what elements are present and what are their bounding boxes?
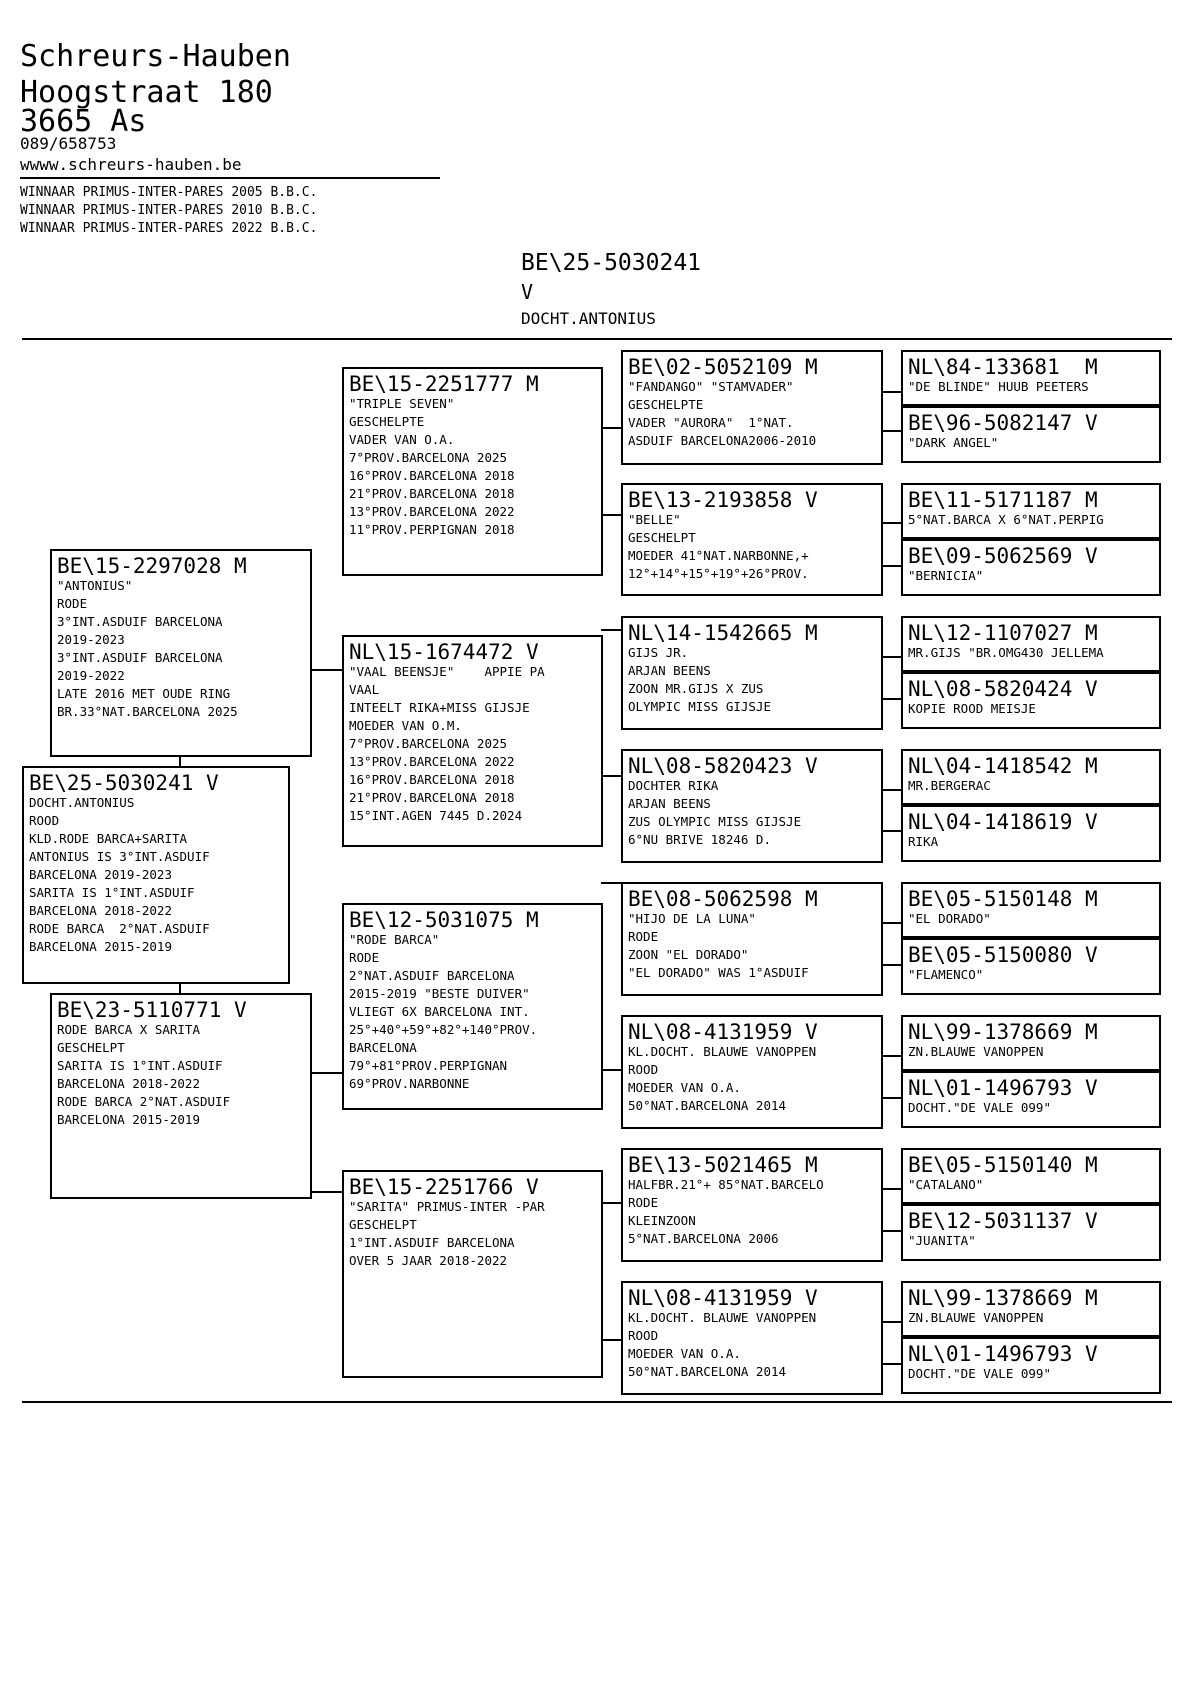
gen4-box-8 [901, 805, 1161, 862]
ring-number: NL\08-5820424 V [908, 677, 1098, 701]
pigeon-info: DOCHT.ANTONIUS ROOD KLD.RODE BARCA+SARITA ANTONIUS IS 3°INT.ASDUIF BARCELONA 2019-2023 SARITA IS 1°INT.ASDUIF BARCELONA 2018-2022 RODE BARCA 2°NAT.ASDUIF BARCELONA 2015-2019 [29, 795, 210, 954]
ring-number: NL\99-1378669 M [908, 1286, 1098, 1310]
great-grandparent-box-6 [621, 1015, 883, 1129]
ring-number: BE\25-5030241 V [29, 771, 219, 795]
pigeon-info: MR.GIJS "BR.OMG430 JELLEMA [908, 645, 1104, 660]
pigeon-info: "BELLE" GESCHELPT MOEDER 41°NAT.NARBONNE,+ 12°+14°+15°+19°+26°PROV. [628, 512, 809, 581]
pigeon-info: "CATALANO" [908, 1177, 984, 1192]
gen4-box-6 [901, 672, 1161, 729]
pigeon-info: 5°NAT.BARCA X 6°NAT.PERPIG [908, 512, 1104, 527]
gen4-box-16 [901, 1337, 1161, 1394]
owner-name: Schreurs-Hauben [20, 39, 291, 74]
pigeon-info: "RODE BARCA" RODE 2°NAT.ASDUIF BARCELONA 2015-2019 "BESTE DUIVER" VLIEGT 6X BARCELONA INT. 25°+40°+59°+82°+140°PROV. BARCELONA 79°+81°PROV.PERPIGNAN 69°PROV.NARBONNE [349, 932, 538, 1091]
ring-number: BE\05-5150148 M [908, 887, 1098, 911]
pigeon-info: "BERNICIA" [908, 568, 984, 583]
owner-website: wwww.schreurs-hauben.be [20, 155, 242, 174]
pigeon-info: "SARITA" PRIMUS-INTER -PAR GESCHELPT 1°INT.ASDUIF BARCELONA OVER 5 JAAR 2018-2022 [349, 1199, 545, 1268]
gen4-box-12 [901, 1071, 1161, 1128]
pigeon-info: RIKA [908, 834, 939, 849]
subject-name: DOCHT.ANTONIUS [521, 309, 656, 328]
great-grandparent-box-8 [621, 1281, 883, 1395]
gen4-box-11 [901, 1015, 1161, 1071]
ring-number: BE\09-5062569 V [908, 544, 1098, 568]
pigeon-info: HALFBR.21°+ 85°NAT.BARCELO RODE KLEINZOON 5°NAT.BARCELONA 2006 [628, 1177, 824, 1246]
owner-phone: 089/658753 [20, 134, 117, 153]
ring-number: NL\08-4131959 V [628, 1286, 818, 1310]
ring-number: BE\08-5062598 M [628, 887, 818, 911]
grandparent-box-2 [342, 635, 603, 847]
ring-number: BE\15-2297028 M [57, 554, 247, 578]
great-grandparent-box-3 [621, 616, 883, 730]
ring-number: NL\84-133681 M [908, 355, 1098, 379]
sire-box [50, 549, 312, 757]
ring-number: BE\96-5082147 V [908, 411, 1098, 435]
gen4-box-4 [901, 539, 1161, 596]
award-line-2: WINNAAR PRIMUS-INTER-PARES 2010 B.B.C. [20, 203, 318, 218]
ring-number: NL\01-1496793 V [908, 1076, 1098, 1100]
pigeon-info: GIJS JR. ARJAN BEENS ZOON MR.GIJS X ZUS OLYMPIC MISS GIJSJE [628, 645, 771, 714]
ring-number: BE\05-5150140 M [908, 1153, 1098, 1177]
gen4-box-2 [901, 406, 1161, 463]
gen4-box-10 [901, 938, 1161, 995]
great-grandparent-box-4 [621, 749, 883, 863]
gen4-box-5 [901, 616, 1161, 672]
ring-number: BE\13-2193858 V [628, 488, 818, 512]
subject-sex: V [521, 280, 534, 304]
grandparent-box-4 [342, 1170, 603, 1378]
great-grandparent-box-1 [621, 350, 883, 465]
ring-number: NL\14-1542665 M [628, 621, 818, 645]
gen4-box-14 [901, 1204, 1161, 1261]
subject-ring: BE\25-5030241 [521, 250, 702, 276]
ring-number: NL\04-1418542 M [908, 754, 1098, 778]
owner-street: Hoogstraat 180 [20, 75, 273, 110]
gen4-box-15 [901, 1281, 1161, 1337]
pigeon-info: "EL DORADO" [908, 911, 991, 926]
ring-number: BE\13-5021465 M [628, 1153, 818, 1177]
pigeon-info: DOCHTER RIKA ARJAN BEENS ZUS OLYMPIC MISS GIJSJE 6°NU BRIVE 18246 D. [628, 778, 802, 847]
gen4-box-3 [901, 483, 1161, 539]
pigeon-info: "HIJO DE LA LUNA" RODE ZOON "EL DORADO" "EL DORADO" WAS 1°ASDUIF [628, 911, 809, 980]
award-line-1: WINNAAR PRIMUS-INTER-PARES 2005 B.B.C. [20, 185, 318, 200]
ring-number: BE\12-5031075 M [349, 908, 539, 932]
ring-number: BE\15-2251777 M [349, 372, 539, 396]
pigeon-info: "ANTONIUS" RODE 3°INT.ASDUIF BARCELONA 2019-2023 3°INT.ASDUIF BARCELONA 2019-2022 LATE 2016 MET OUDE RING BR.33°NAT.BARCELONA 2025 [57, 578, 238, 719]
ring-number: NL\12-1107027 M [908, 621, 1098, 645]
ring-number: BE\23-5110771 V [57, 998, 247, 1022]
pigeon-info: "VAAL BEENSJE" APPIE PA VAAL INTEELT RIKA+MISS GIJSJE MOEDER VAN O.M. 7°PROV.BARCELONA 2025 13°PROV.BARCELONA 2022 16°PROV.BARCELONA 2018 21°PROV.BARCELONA 2018 15°INT.AGEN 7445 D.2024 [349, 664, 545, 823]
pigeon-info: KL.DOCHT. BLAUWE VANOPPEN ROOD MOEDER VAN O.A. 50°NAT.BARCELONA 2014 [628, 1044, 817, 1113]
ring-number: NL\01-1496793 V [908, 1342, 1098, 1366]
ring-number: BE\02-5052109 M [628, 355, 818, 379]
pigeon-info: "DARK ANGEL" [908, 435, 999, 450]
ring-number: NL\99-1378669 M [908, 1020, 1098, 1044]
pigeon-info: "TRIPLE SEVEN" GESCHELPTE VADER VAN O.A. 7°PROV.BARCELONA 2025 16°PROV.BARCELONA 2018 21°PROV.BARCELONA 2018 13°PROV.BARCELONA 2022 11°PROV.PERPIGNAN 2018 [349, 396, 515, 537]
pigeon-info: "DE BLINDE" HUUB PEETERS [908, 379, 1089, 394]
gen4-box-13 [901, 1148, 1161, 1204]
pigeon-info: RODE BARCA X SARITA GESCHELPT SARITA IS 1°INT.ASDUIF BARCELONA 2018-2022 RODE BARCA 2°NAT.ASDUIF BARCELONA 2015-2019 [57, 1022, 231, 1127]
ring-number: NL\08-4131959 V [628, 1020, 818, 1044]
pigeon-info: DOCHT."DE VALE 099" [908, 1366, 1051, 1381]
ring-number: NL\15-1674472 V [349, 640, 539, 664]
ring-number: BE\12-5031137 V [908, 1209, 1098, 1233]
ring-number: NL\08-5820423 V [628, 754, 818, 778]
great-grandparent-box-5 [621, 882, 883, 996]
ring-number: BE\15-2251766 V [349, 1175, 539, 1199]
pigeon-info: DOCHT."DE VALE 099" [908, 1100, 1051, 1115]
pigeon-info: MR.BERGERAC [908, 778, 991, 793]
gen4-box-1 [901, 350, 1161, 406]
ring-number: NL\04-1418619 V [908, 810, 1098, 834]
great-grandparent-box-2 [621, 483, 883, 596]
owner-city: 3665 As [20, 104, 147, 139]
ring-number: BE\11-5171187 M [908, 488, 1098, 512]
dam-box [50, 993, 312, 1199]
ring-number: BE\05-5150080 V [908, 943, 1098, 967]
award-line-3: WINNAAR PRIMUS-INTER-PARES 2022 B.B.C. [20, 221, 318, 236]
pigeon-info: KL.DOCHT. BLAUWE VANOPPEN ROOD MOEDER VAN O.A. 50°NAT.BARCELONA 2014 [628, 1310, 817, 1379]
gen4-box-7 [901, 749, 1161, 805]
main-pigeon-box [22, 766, 290, 984]
gen4-box-9 [901, 882, 1161, 938]
pigeon-info: "FLAMENCO" [908, 967, 984, 982]
pigeon-info: ZN.BLAUWE VANOPPEN [908, 1310, 1044, 1325]
grandparent-box-3 [342, 903, 603, 1110]
pigeon-info: "FANDANGO" "STAMVADER" GESCHELPTE VADER "AURORA" 1°NAT. ASDUIF BARCELONA2006-2010 [628, 379, 817, 448]
pigeon-info: ZN.BLAUWE VANOPPEN [908, 1044, 1044, 1059]
great-grandparent-box-7 [621, 1148, 883, 1262]
grandparent-box-1 [342, 367, 603, 576]
pigeon-info: KOPIE ROOD MEISJE [908, 701, 1036, 716]
pigeon-info: "JUANITA" [908, 1233, 976, 1248]
